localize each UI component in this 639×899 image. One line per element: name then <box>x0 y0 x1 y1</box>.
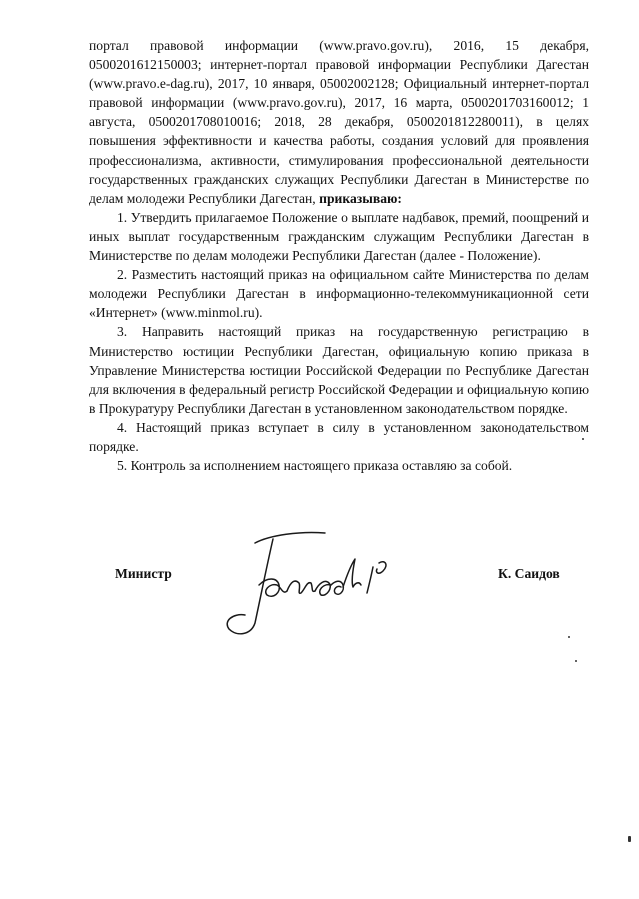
item-1: 1. Утвердить прилагаемое Положение о выплате надбавок, премий, поощрений и иных выплат государственным гражданским служащим Республики Дагестан в Министерстве по делам молодежи Республики Дагестан (далее - Положение). <box>89 209 589 264</box>
signatory-name: К. Саидов <box>498 566 560 581</box>
item-5: 5. Контроль за исполнением настоящего приказа оставляю за собой. <box>117 458 513 474</box>
scan-speck <box>582 438 584 440</box>
scan-speck <box>628 836 631 842</box>
item-3: 3. Направить настоящий приказ на государственную регистрацию в Министерство юстиции Республики Дагестан, официальную копию приказа в Управление Министерства юстиции Российской Федерации по Республике Дагестан для включения в федеральный регистр Российской Федерации и официальную копию в Прокуратуру Республики Дагестан в установленном законодательством порядке. <box>89 324 589 416</box>
scan-speck <box>575 660 577 662</box>
item-2: 2. Разместить настоящий приказ на официальном сайте Министерства по делам молодежи Республики Дагестан в информационно-телекоммуникационной сети «Интернет» (www.minmol.ru). <box>89 267 589 321</box>
intro-paragraph <box>89 36 589 208</box>
intro-text: портал правовой информации (www.pravo.gov.ru), 2016, 15 декабря, 0500201612150003; интернет-портал правовой информации Республики Дагестан (www.pravo.e-dag.ru), 2017, 10 января, 05002002128; Официальный интернет-портал правовой информации (www.pravo.gov.ru), 2017, 16 марта, 0500201703160012; 1 августа, 0500201708010016; 2018, 28 декабря, 0500201812280011), в целях повышения эффективности и качества работы, создания условий для проявления профессионализма, активности, стимулирования профессиональной деятельности государственных гражданских служащих Республики Дагестан в Министерстве по делам молодежи Республики Дагестан, <box>89 38 589 206</box>
document-body <box>89 36 589 475</box>
order-word: приказываю: <box>319 190 402 206</box>
handwritten-signature <box>215 525 405 645</box>
signatory-title: Министр <box>115 566 172 581</box>
scan-speck <box>568 636 570 638</box>
item-4: 4. Настоящий приказ вступает в силу в установленном законодательством порядке. <box>89 419 589 454</box>
